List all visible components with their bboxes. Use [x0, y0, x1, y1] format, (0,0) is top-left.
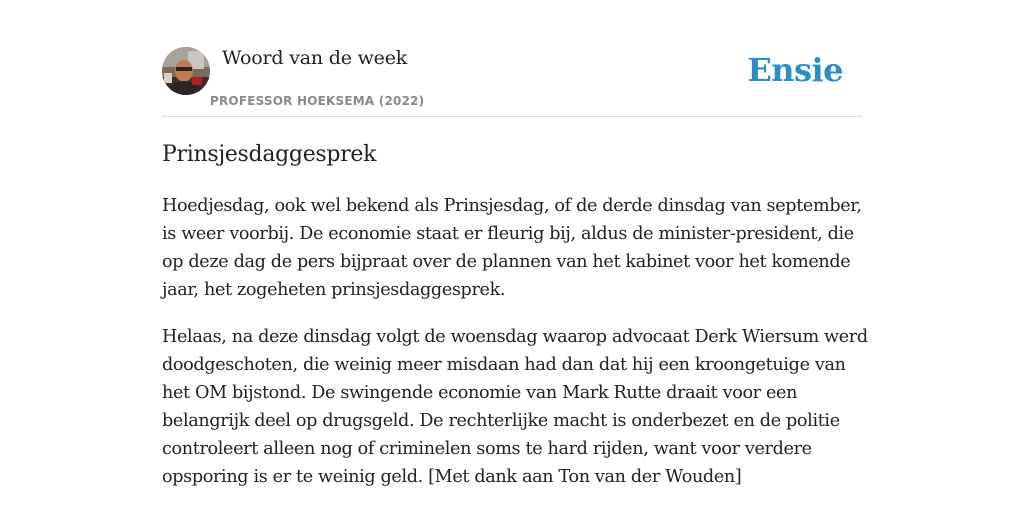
- article-title: Prinsjesdaggesprek: [162, 142, 377, 167]
- article-paragraph-2: Helaas, na deze dinsdag volgt de woensdag waarop advocaat Derk Wiersum werd doodgeschoten, die weinig meer misdaan had dan dat hij een kroongetuige van het OM bijstond. De swingende economie van Mark Rutte draait voor een belangrijk deel op drugsgeld. De rechterlijke macht is onderbezet en de politie controleert alleen nog of criminelen soms te hard rijden, want voor verdere opsporing is er te weinig geld. [Met dank aan Ton van der Wouden]: [162, 327, 868, 487]
- article-paragraph-1: Hoedjesdag, ook wel bekend als Prinsjesdag, of de derde dinsdag van september, is weer voorbij. De economie staat er fleurig bij, aldus de minister-president, die op deze dag de pers bijpraat over de plannen van het kabinet voor het komende jaar, het zogeheten prinsjesdaggesprek.: [162, 196, 862, 300]
- author-name[interactable]: PROFESSOR HOEKSEMA (2022): [210, 94, 425, 108]
- author-avatar[interactable]: [162, 47, 210, 95]
- avatar-photo-icon: [162, 47, 210, 95]
- series-title[interactable]: Woord van de week: [222, 47, 408, 69]
- brand-logo[interactable]: Ensie: [747, 51, 843, 89]
- article-header: [162, 46, 862, 117]
